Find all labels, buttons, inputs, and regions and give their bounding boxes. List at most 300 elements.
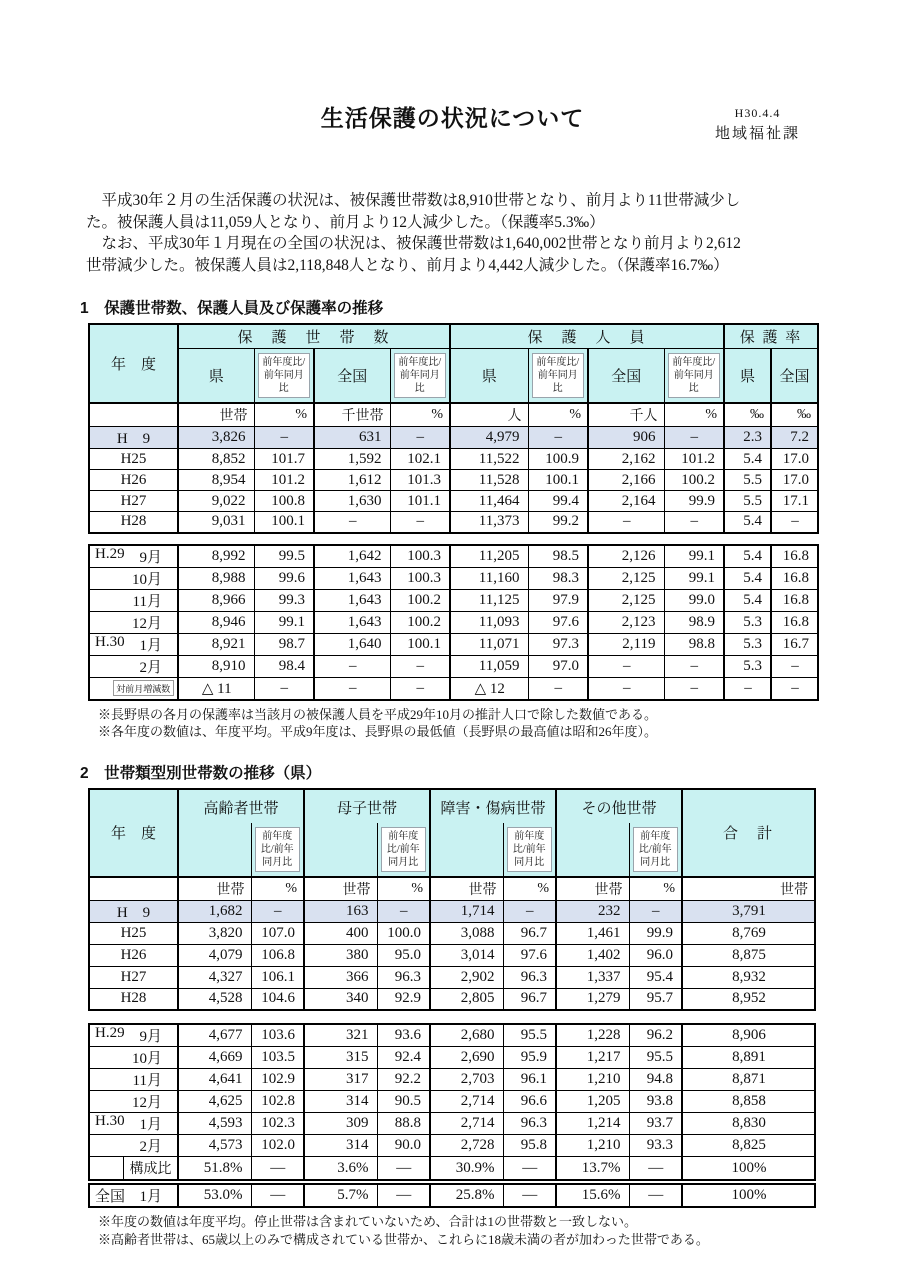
data-cell: 8,966: [178, 589, 254, 611]
data-cell: 100.0: [377, 922, 430, 944]
data-cell: 101.3: [390, 470, 450, 491]
data-cell: 1,214: [556, 1113, 629, 1135]
data-cell: 4,573: [178, 1135, 251, 1157]
data-cell: 8,992: [178, 545, 254, 568]
data-cell: 380: [304, 944, 377, 966]
data-cell: 1,643: [314, 611, 390, 633]
data-cell: 100.3: [390, 545, 450, 568]
data-cell: –: [251, 900, 304, 922]
row-label: 12月: [89, 1091, 178, 1113]
data-cell: 1,682: [178, 900, 251, 922]
data-cell: —: [251, 1184, 304, 1207]
data-cell: 11,071: [450, 633, 528, 655]
intro-line: 平成30年２月の生活保護の状況は、被保護世帯数は8,910世帯となり、前月より11世帯減少し: [86, 192, 741, 209]
subheader-ratio: 前年度比/前年同月比: [390, 349, 450, 404]
data-cell: 99.1: [254, 611, 314, 633]
data-cell: –: [771, 655, 818, 677]
data-cell: 100%: [682, 1157, 815, 1181]
data-cell: 1,643: [314, 567, 390, 589]
data-cell: 98.3: [528, 567, 588, 589]
footnote: ※各年度の数値は、年度平均。平成9年度は、長野県の最低値（長野県の最高値は昭和26年度）。: [98, 724, 658, 739]
data-cell: 8,858: [682, 1091, 815, 1113]
data-cell: 16.8: [771, 611, 818, 633]
data-cell: —: [629, 1184, 682, 1207]
footnote: ※年度の数値は年度平均。停止世帯は含まれていないため、合計は1の世帯数と一致しない。: [98, 1214, 637, 1229]
data-cell: 15.6%: [556, 1184, 629, 1207]
subheader-pref: 県: [178, 349, 254, 404]
data-cell: 8,830: [682, 1113, 815, 1135]
category-header-other: その他世帯: [556, 789, 682, 823]
subheader-blank: [178, 823, 251, 877]
data-cell: 101.2: [254, 470, 314, 491]
data-cell: 5.4: [724, 545, 771, 568]
data-cell: 100.8: [254, 491, 314, 512]
data-cell: 1,279: [556, 988, 629, 1010]
table2-yearly: [88, 788, 816, 1012]
data-cell: 96.6: [503, 1091, 556, 1113]
data-cell: 16.7: [771, 633, 818, 655]
data-cell: 96.3: [377, 966, 430, 988]
unit-cell: [89, 877, 178, 901]
subheader-ratio: 前年度比/前年同月比: [629, 823, 682, 877]
data-cell: 5.4: [724, 567, 771, 589]
data-cell: 11,059: [450, 655, 528, 677]
data-cell: 96.2: [629, 1024, 682, 1047]
data-cell: 8,875: [682, 944, 815, 966]
data-cell: 17.1: [771, 491, 818, 512]
data-cell: –: [629, 900, 682, 922]
data-cell: 98.9: [664, 611, 724, 633]
intro-line: なお、平成30年１月現在の全国の状況は、被保護世帯数は1,640,002世帯となり前月より2,612: [86, 235, 741, 252]
data-cell: –: [314, 512, 390, 533]
data-cell: 8,952: [682, 988, 815, 1010]
data-cell: 2,703: [430, 1069, 503, 1091]
data-cell: 101.7: [254, 449, 314, 470]
data-cell: 2,805: [430, 988, 503, 1010]
data-cell: 9,022: [178, 491, 254, 512]
data-cell: –: [528, 677, 588, 700]
data-cell: 8,988: [178, 567, 254, 589]
data-cell: 95.5: [503, 1024, 556, 1047]
data-cell: 25.8%: [430, 1184, 503, 1207]
data-cell: 100.2: [390, 589, 450, 611]
data-cell: 102.0: [251, 1135, 304, 1157]
subheader-ratio: 前年度比/前年同月比: [251, 823, 304, 877]
data-cell: 51.8%: [178, 1157, 251, 1181]
unit-cell: ‰: [771, 403, 818, 427]
data-cell: 16.8: [771, 589, 818, 611]
unit-cell: 世帯: [178, 877, 251, 901]
data-cell: 95.5: [629, 1047, 682, 1069]
data-cell: 11,464: [450, 491, 528, 512]
unit-cell: 千世帯: [314, 403, 390, 427]
data-cell: 5.5: [724, 470, 771, 491]
data-cell: 11,522: [450, 449, 528, 470]
data-cell: –: [314, 677, 390, 700]
footnote: ※高齢者世帯は、65歳以上のみで構成されている世帯か、これらに18歳未満の者が加わった世帯である。: [98, 1231, 709, 1247]
data-cell: –: [664, 655, 724, 677]
data-cell: 2,728: [430, 1135, 503, 1157]
year-column-header: 年 度: [89, 324, 178, 403]
data-cell: 8,891: [682, 1047, 815, 1069]
unit-cell: %: [251, 877, 304, 901]
data-cell: 102.8: [251, 1091, 304, 1113]
data-cell: 92.2: [377, 1069, 430, 1091]
data-cell: 1,205: [556, 1091, 629, 1113]
row-label: H25: [89, 922, 178, 944]
table2-monthly: [88, 1023, 816, 1181]
data-cell: 3,014: [430, 944, 503, 966]
data-cell: 11,125: [450, 589, 528, 611]
row-label: 全国 1月: [89, 1184, 178, 1207]
unit-cell: ‰: [724, 403, 771, 427]
intro-paragraphs: [86, 190, 825, 276]
data-cell: —: [377, 1157, 430, 1181]
subheader-ratio: 前年度比/前年同月比: [664, 349, 724, 404]
data-cell: 100.1: [528, 470, 588, 491]
unit-cell: 人: [450, 403, 528, 427]
unit-cell: %: [390, 403, 450, 427]
document-header: [0, 0, 905, 158]
data-cell: 4,625: [178, 1091, 251, 1113]
data-cell: 100%: [682, 1184, 815, 1207]
data-cell: 95.8: [503, 1135, 556, 1157]
document-date: H30.4.4: [734, 106, 781, 120]
data-cell: 95.0: [377, 944, 430, 966]
data-cell: 94.8: [629, 1069, 682, 1091]
row-label: H.30 1月: [89, 1113, 178, 1135]
data-cell: 309: [304, 1113, 377, 1135]
data-cell: 3,791: [682, 900, 815, 922]
data-cell: 314: [304, 1091, 377, 1113]
subheader-pref: 県: [724, 349, 771, 404]
data-cell: 30.9%: [430, 1157, 503, 1181]
data-cell: 4,669: [178, 1047, 251, 1069]
data-cell: 96.0: [629, 944, 682, 966]
data-cell: 5.4: [724, 449, 771, 470]
row-label: H 9: [89, 900, 178, 922]
data-cell: 2,123: [588, 611, 664, 633]
data-cell: 3.6%: [304, 1157, 377, 1181]
data-cell: –: [254, 427, 314, 449]
data-cell: 1,642: [314, 545, 390, 568]
data-cell: –: [254, 677, 314, 700]
data-cell: 93.6: [377, 1024, 430, 1047]
data-cell: —: [377, 1184, 430, 1207]
data-cell: 8,910: [178, 655, 254, 677]
unit-cell: %: [254, 403, 314, 427]
data-cell: 11,373: [450, 512, 528, 533]
unit-cell: 世帯: [430, 877, 503, 901]
table1-yearly-wrap: [88, 323, 905, 701]
data-cell: 4,079: [178, 944, 251, 966]
table1-yearly: [88, 323, 819, 534]
data-cell: 100.1: [390, 633, 450, 655]
data-cell: 97.6: [503, 944, 556, 966]
row-label: 11月: [89, 1069, 178, 1091]
data-cell: 101.1: [390, 491, 450, 512]
data-cell: 95.4: [629, 966, 682, 988]
data-cell: 1,210: [556, 1135, 629, 1157]
subheader-ratio: 前年度比/前年同月比: [377, 823, 430, 877]
unit-cell: %: [503, 877, 556, 901]
row-label: H25: [89, 449, 178, 470]
row-label: H28: [89, 512, 178, 533]
subheader-blank: [430, 823, 503, 877]
data-cell: 232: [556, 900, 629, 922]
data-cell: 1,337: [556, 966, 629, 988]
data-cell: 163: [304, 900, 377, 922]
data-cell: 93.3: [629, 1135, 682, 1157]
row-label: 11月: [89, 589, 178, 611]
data-cell: –: [390, 677, 450, 700]
table1-footnotes: [98, 706, 905, 741]
data-cell: 8,871: [682, 1069, 815, 1091]
data-cell: 3,820: [178, 922, 251, 944]
data-cell: 400: [304, 922, 377, 944]
data-cell: 98.5: [528, 545, 588, 568]
data-cell: –: [390, 427, 450, 449]
data-cell: 3,088: [430, 922, 503, 944]
row-label: 2月: [89, 1135, 178, 1157]
subheader-nation: 全国: [588, 349, 664, 404]
data-cell: 2,714: [430, 1091, 503, 1113]
data-cell: 11,205: [450, 545, 528, 568]
data-cell: 90.0: [377, 1135, 430, 1157]
data-cell: 96.3: [503, 1113, 556, 1135]
data-cell: 1,612: [314, 470, 390, 491]
data-cell: 2,126: [588, 545, 664, 568]
data-cell: 4,593: [178, 1113, 251, 1135]
data-cell: 100.3: [390, 567, 450, 589]
unit-cell: 世帯: [682, 877, 815, 901]
data-cell: –: [588, 677, 664, 700]
data-cell: 5.4: [724, 589, 771, 611]
data-cell: 102.9: [251, 1069, 304, 1091]
subheader-ratio: 前年度比/前年同月比: [254, 349, 314, 404]
data-cell: 4,979: [450, 427, 528, 449]
data-cell: –: [771, 512, 818, 533]
data-cell: 8,932: [682, 966, 815, 988]
data-cell: 17.0: [771, 449, 818, 470]
section2-heading: 2 世帯類型別世帯数の推移（県）: [80, 764, 322, 782]
data-cell: 1,630: [314, 491, 390, 512]
data-cell: 99.9: [629, 922, 682, 944]
data-cell: —: [503, 1184, 556, 1207]
data-cell: 5.5: [724, 491, 771, 512]
unit-cell: 世帯: [178, 403, 254, 427]
category-header-elderly: 高齢者世帯: [178, 789, 304, 823]
data-cell: 1,228: [556, 1024, 629, 1047]
unit-cell: %: [629, 877, 682, 901]
data-cell: 93.8: [629, 1091, 682, 1113]
data-cell: 98.7: [254, 633, 314, 655]
data-cell: 97.0: [528, 655, 588, 677]
data-cell: 103.5: [251, 1047, 304, 1069]
row-label: H.29 9月: [89, 545, 178, 568]
data-cell: 100.2: [664, 470, 724, 491]
row-label: 10月: [89, 567, 178, 589]
data-cell: 93.7: [629, 1113, 682, 1135]
data-cell: 16.8: [771, 567, 818, 589]
year-column-header: 年 度: [89, 789, 178, 877]
row-label: 対前月増減数: [89, 677, 178, 700]
data-cell: △ 12: [450, 677, 528, 700]
data-cell: 5.4: [724, 512, 771, 533]
data-cell: 1,640: [314, 633, 390, 655]
data-cell: 4,641: [178, 1069, 251, 1091]
data-cell: 4,677: [178, 1024, 251, 1047]
intro-line: た。被保護人員は11,059人となり、前月より12人減少した。（保護率5.3‰）: [86, 213, 605, 231]
data-cell: —: [251, 1157, 304, 1181]
data-cell: –: [377, 900, 430, 922]
data-cell: 4,327: [178, 966, 251, 988]
data-cell: 2,162: [588, 449, 664, 470]
data-cell: 16.8: [771, 545, 818, 568]
data-cell: 2,902: [430, 966, 503, 988]
data-cell: 106.1: [251, 966, 304, 988]
data-cell: 101.2: [664, 449, 724, 470]
data-cell: 314: [304, 1135, 377, 1157]
data-cell: 99.9: [664, 491, 724, 512]
data-cell: –: [588, 655, 664, 677]
data-cell: 104.6: [251, 988, 304, 1010]
page-title: 生活保護の状況について: [320, 105, 585, 131]
data-cell: 906: [588, 427, 664, 449]
row-label: H.30 1月: [89, 633, 178, 655]
row-label: 2月: [89, 655, 178, 677]
data-cell: 13.7%: [556, 1157, 629, 1181]
unit-cell: %: [664, 403, 724, 427]
data-cell: –: [724, 677, 771, 700]
data-cell: 90.5: [377, 1091, 430, 1113]
data-cell: 99.1: [664, 545, 724, 568]
data-cell: 100.1: [254, 512, 314, 533]
data-cell: 97.9: [528, 589, 588, 611]
category-header-disabled: 障害・傷病世帯: [430, 789, 556, 823]
data-cell: 102.1: [390, 449, 450, 470]
row-label: H26: [89, 944, 178, 966]
data-cell: 8,906: [682, 1024, 815, 1047]
row-label: H28: [89, 988, 178, 1010]
data-cell: 5.7%: [304, 1184, 377, 1207]
data-cell: 340: [304, 988, 377, 1010]
data-cell: 99.0: [664, 589, 724, 611]
data-cell: –: [588, 512, 664, 533]
unit-cell: 世帯: [556, 877, 629, 901]
data-cell: 2,125: [588, 589, 664, 611]
data-cell: 2,166: [588, 470, 664, 491]
group-header-persons: 保 護 人 員: [450, 324, 724, 349]
data-cell: 8,825: [682, 1135, 815, 1157]
table2-footnotes: [98, 1213, 905, 1248]
data-cell: 2,690: [430, 1047, 503, 1069]
data-cell: –: [664, 677, 724, 700]
data-cell: 98.8: [664, 633, 724, 655]
intro-line: 世帯減少した。被保護人員は2,118,848人となり、前月より4,442人減少した。（保護率16.7‰）: [86, 256, 729, 274]
data-cell: 1,714: [430, 900, 503, 922]
data-cell: 5.3: [724, 655, 771, 677]
data-cell: 2,119: [588, 633, 664, 655]
data-cell: 2,125: [588, 567, 664, 589]
data-cell: 95.7: [629, 988, 682, 1010]
data-cell: 4,528: [178, 988, 251, 1010]
subheader-ratio: 前年度比/前年同月比: [528, 349, 588, 404]
data-cell: 11,160: [450, 567, 528, 589]
data-cell: 97.3: [528, 633, 588, 655]
subheader-nation: 全国: [771, 349, 818, 404]
data-cell: 1,210: [556, 1069, 629, 1091]
data-cell: 100.9: [528, 449, 588, 470]
row-label: H26: [89, 470, 178, 491]
data-cell: 99.5: [254, 545, 314, 568]
data-cell: 100.2: [390, 611, 450, 633]
data-cell: 317: [304, 1069, 377, 1091]
subheader-blank: [304, 823, 377, 877]
subheader-ratio: 前年度比/前年同月比: [503, 823, 556, 877]
row-label: 構成比: [89, 1157, 178, 1181]
data-cell: 8,769: [682, 922, 815, 944]
table2-national-row: [88, 1183, 816, 1208]
row-label: H27: [89, 491, 178, 512]
data-cell: —: [503, 1157, 556, 1181]
data-cell: 2.3: [724, 427, 771, 449]
unit-cell: %: [528, 403, 588, 427]
data-cell: –: [503, 900, 556, 922]
data-cell: 1,592: [314, 449, 390, 470]
data-cell: 96.3: [503, 966, 556, 988]
data-cell: 2,164: [588, 491, 664, 512]
data-cell: 5.3: [724, 633, 771, 655]
date-block: [715, 104, 800, 146]
subheader-blank: [556, 823, 629, 877]
data-cell: 631: [314, 427, 390, 449]
total-column-header: 合 計: [682, 789, 815, 877]
unit-cell: [89, 403, 178, 427]
row-label: H.29 9月: [89, 1024, 178, 1047]
data-cell: –: [771, 677, 818, 700]
table2-yearly-wrap: [88, 788, 905, 1209]
data-cell: 11,528: [450, 470, 528, 491]
data-cell: 53.0%: [178, 1184, 251, 1207]
row-label: H27: [89, 966, 178, 988]
data-cell: 11,093: [450, 611, 528, 633]
data-cell: 3,826: [178, 427, 254, 449]
data-cell: 8,946: [178, 611, 254, 633]
data-cell: 8,852: [178, 449, 254, 470]
data-cell: —: [629, 1157, 682, 1181]
data-cell: 9,031: [178, 512, 254, 533]
data-cell: 17.0: [771, 470, 818, 491]
row-label: H 9: [89, 427, 178, 449]
data-cell: 2,714: [430, 1113, 503, 1135]
data-cell: 96.7: [503, 922, 556, 944]
data-cell: 1,643: [314, 589, 390, 611]
data-cell: 99.3: [254, 589, 314, 611]
data-cell: –: [390, 655, 450, 677]
group-header-rate: 保 護 率: [724, 324, 818, 349]
data-cell: 102.3: [251, 1113, 304, 1135]
data-cell: 7.2: [771, 427, 818, 449]
data-cell: 1,402: [556, 944, 629, 966]
data-cell: 99.1: [664, 567, 724, 589]
data-cell: 106.8: [251, 944, 304, 966]
data-cell: 92.4: [377, 1047, 430, 1069]
data-cell: –: [528, 427, 588, 449]
unit-cell: 世帯: [304, 877, 377, 901]
data-cell: 1,461: [556, 922, 629, 944]
data-cell: –: [664, 427, 724, 449]
